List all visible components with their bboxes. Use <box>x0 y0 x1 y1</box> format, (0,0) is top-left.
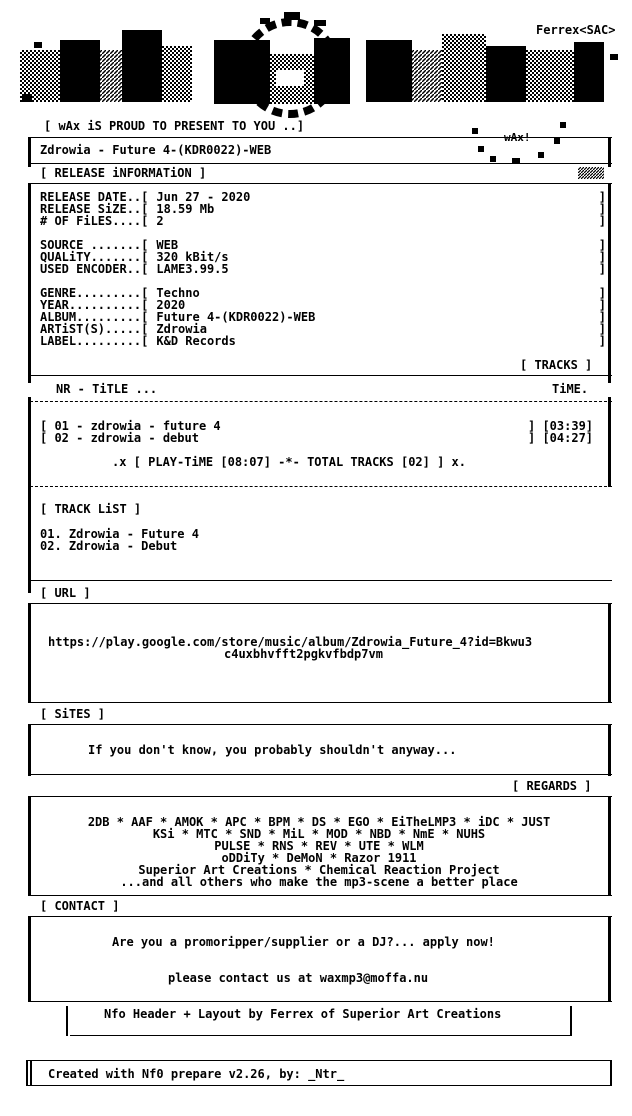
hatched-bar-decoration <box>578 167 604 179</box>
track-time: ] [04:27] <box>528 431 594 445</box>
logo-dots-decoration <box>468 118 578 164</box>
tracks-section-label: [ TRACKS ] <box>520 358 593 372</box>
tracks-col-time: TiME. <box>552 382 589 396</box>
info-value: Jun 27 - 2020 <box>156 190 251 204</box>
info-bracket: ] <box>598 238 606 252</box>
info-value: Future 4-(KDR0022)-WEB <box>156 310 316 324</box>
wax-ascii-logo <box>14 10 624 118</box>
info-bracket: ] <box>598 250 606 264</box>
info-key: YEAR..........[ <box>40 298 149 312</box>
info-key: ARTiST(S).....[ <box>40 322 149 336</box>
info-key: SOURCE .......[ <box>40 238 149 252</box>
sites-section-label: [ SiTES ] <box>40 707 106 721</box>
track-title: [ 01 - zdrowia - future 4 <box>40 419 221 433</box>
info-value: Techno <box>156 286 200 300</box>
release-title: Zdrowia - Future 4-(KDR0022)-WEB <box>40 143 272 157</box>
contact-apply-text: Are you a promoripper/supplier or a DJ?... apply now! <box>112 935 495 949</box>
regards-section-label: [ REGARDS ] <box>512 779 592 793</box>
layout-credit: Nfo Header + Layout by Ferrex of Superior Art Creations <box>104 1007 502 1021</box>
info-bracket: ] <box>598 322 606 336</box>
tracks-col-title: NR - TiTLE ... <box>56 382 158 396</box>
regards-line: KSi * MTC * SND * MiL * MOD * NBD * NmE * NUHS <box>152 827 486 841</box>
info-bracket: ] <box>598 214 606 228</box>
playtime-summary: .x [ PLAY-TiME [08:07] -*- TOTAL TRACKS [02] ] x. <box>112 455 467 469</box>
info-bracket: ] <box>598 190 606 204</box>
info-value: LAME3.99.5 <box>156 262 229 276</box>
logo-subtext: wAx! <box>504 131 531 144</box>
track-title: [ 02 - zdrowia - debut <box>40 431 199 445</box>
info-value: WEB <box>156 238 179 252</box>
info-row <box>40 335 606 347</box>
info-value: 320 kBit/s <box>156 250 229 264</box>
info-key: LABEL.........[ <box>40 334 149 348</box>
info-key: ALBUM.........[ <box>40 310 149 324</box>
info-row <box>40 263 606 275</box>
regards-line: PULSE * RNS * REV * UTE * WLM <box>214 839 424 853</box>
info-key: QUALiTY.......[ <box>40 250 149 264</box>
track-row <box>40 432 199 444</box>
regards-line: ...and all others who make the mp3-scene a better place <box>120 875 518 889</box>
url-link[interactable]: https://play.google.com/store/music/album/Zdrowia_Future_4?id=Bkwu3 <box>48 635 533 649</box>
info-bracket: ] <box>598 202 606 216</box>
tracklist-item: 01. Zdrowia - Future 4 <box>40 527 199 541</box>
info-value: K&D Records <box>156 334 236 348</box>
info-value: Zdrowia <box>156 322 207 336</box>
info-bracket: ] <box>598 286 606 300</box>
info-key: # OF FiLES....[ <box>40 214 149 228</box>
release-info-block <box>40 191 606 347</box>
sites-text: If you don't know, you probably shouldn't anyway... <box>88 743 457 757</box>
info-bracket: ] <box>598 262 606 276</box>
contact-section-label: [ CONTACT ] <box>40 899 120 913</box>
created-with-credit: Created with Nf0 prepare v2.26, by: _Ntr_ <box>48 1067 345 1081</box>
info-bracket: ] <box>598 298 606 312</box>
info-key: RELEASE DATE..[ <box>40 190 149 204</box>
url-section-label: [ URL ] <box>40 586 91 600</box>
contact-email-text: please contact us at waxmp3@moffa.nu <box>168 971 429 985</box>
info-key: GENRE.........[ <box>40 286 149 300</box>
tracklist-item: 02. Zdrowia - Debut <box>40 539 178 553</box>
info-value: 2 <box>156 214 164 228</box>
info-key: RELEASE SiZE..[ <box>40 202 149 216</box>
info-bracket: ] <box>598 334 606 348</box>
regards-line: 2DB * AAF * AMOK * APC * BPM * DS * EGO * EiTheLMP3 * iDC * JUST <box>87 815 551 829</box>
tracklist-section-label: [ TRACK LiST ] <box>40 502 142 516</box>
info-key: USED ENCODER..[ <box>40 262 149 276</box>
url-link-continued[interactable]: c4uxbhvfft2pgkvfbdp7vm <box>224 647 383 661</box>
regards-list <box>30 816 608 888</box>
regards-line: oDDiTy * DeMoN * Razor 1911 <box>221 851 417 865</box>
info-value: 2020 <box>156 298 186 312</box>
info-row <box>40 215 606 227</box>
author-tag: Ferrex<SAC> <box>536 23 616 37</box>
track-time: ] [03:39] <box>528 419 594 433</box>
info-section-label: [ RELEASE iNFORMATiON ] <box>40 166 207 180</box>
info-bracket: ] <box>598 310 606 324</box>
tagline: [ wAx iS PROUD TO PRESENT TO YOU ..] <box>44 119 305 133</box>
regards-line: Superior Art Creations * Chemical Reaction Project <box>138 863 500 877</box>
info-value: 18.59 Mb <box>156 202 215 216</box>
